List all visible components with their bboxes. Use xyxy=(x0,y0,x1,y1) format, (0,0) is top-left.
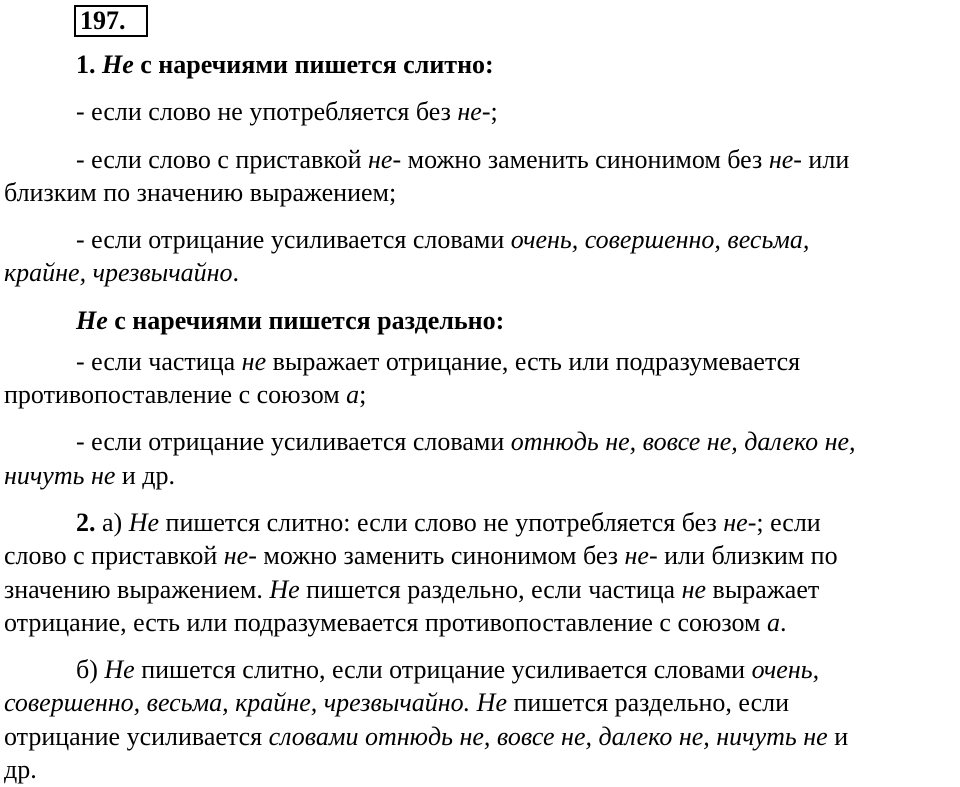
example-words: очень, xyxy=(751,655,820,684)
example-words: очень, совершенно, весьма, xyxy=(510,225,810,254)
answer-2a-line-3 xyxy=(4,575,819,605)
answer-text: - или близким по xyxy=(648,541,838,570)
rule-3-line-1 xyxy=(76,225,809,255)
answer-text: отрицание усиливается xyxy=(4,722,269,751)
answer-number: 2. xyxy=(76,508,96,537)
rule-2-line-2: близким по значению выражением; xyxy=(4,178,397,207)
particle-ne: Не xyxy=(104,655,135,684)
answer-2a-line-4 xyxy=(4,608,787,638)
heading-together xyxy=(76,50,494,80)
answer-text: пишется раздельно, если частица xyxy=(299,575,682,604)
particle-ne: не xyxy=(768,145,794,174)
heading-separate xyxy=(76,306,504,336)
example-words: ничуть не xyxy=(4,461,116,490)
rule-text: - если отрицание усиливается словами xyxy=(76,427,511,456)
heading-ne: Не xyxy=(102,50,134,79)
heading-text: с наречиями пишется раздельно: xyxy=(107,306,505,335)
heading-text: с наречиями пишется слитно: xyxy=(133,50,494,79)
particle-ne: Не xyxy=(128,508,160,537)
answer-text: отрицание, есть или подразумевается противопоставление с союзом xyxy=(4,608,767,637)
conjunction-a: а xyxy=(346,380,360,409)
rule-text: . xyxy=(232,258,240,287)
answer-text: слово с приставкой xyxy=(4,541,224,570)
rule-text: - если слово не употребляется без xyxy=(76,97,458,126)
rule-text: - или xyxy=(793,145,850,174)
answer-text: б) xyxy=(76,655,105,684)
answer-text: -; если xyxy=(747,508,821,537)
example-words: совершенно, весьма, крайне, чрезвычайно. Не xyxy=(4,688,507,717)
rule-5-line-2 xyxy=(4,461,175,491)
example-words: словами отнюдь не, вовсе не, далеко не, ничуть не xyxy=(268,722,828,751)
answer-text: выражает xyxy=(706,575,820,604)
rule-text: - можно заменить синонимом без xyxy=(392,145,769,174)
answer-text: и xyxy=(827,722,849,751)
heading-ne: Не xyxy=(76,306,108,335)
answer-text: значению выражением. xyxy=(4,575,270,604)
rule-text: ; xyxy=(359,380,367,409)
particle-ne: не xyxy=(241,347,267,376)
answer-text: пишется раздельно, если xyxy=(507,688,790,717)
rule-5-line-1 xyxy=(76,427,856,457)
answer-text: пишется слитно, если отрицание усиливается словами xyxy=(134,655,752,684)
rule-2-line-1 xyxy=(76,145,849,175)
task-number: 197. xyxy=(74,5,148,37)
rule-text: - если частица xyxy=(76,347,242,376)
particle-ne: не xyxy=(723,508,748,537)
answer-2b-line-4: др. xyxy=(4,755,37,784)
answer-2a-line-2 xyxy=(4,541,838,571)
rule-text: -; xyxy=(481,97,498,126)
rule-text: - если слово с приставкой xyxy=(76,145,369,174)
answer-text: пишется слитно: если слово не употребляется без xyxy=(159,508,724,537)
example-words: отнюдь не, вовсе не, далеко не, xyxy=(510,427,856,456)
rule-text: противопоставление с союзом xyxy=(4,380,347,409)
rule-text: и др. xyxy=(115,461,176,490)
answer-text: - можно заменить синонимом без xyxy=(248,541,625,570)
answer-text: а) xyxy=(95,508,129,537)
particle-ne: не xyxy=(624,541,649,570)
rule-3-line-2 xyxy=(4,258,239,288)
particle-ne: не xyxy=(457,97,482,126)
answer-text: . xyxy=(780,608,787,637)
answer-2b-line-1 xyxy=(76,655,819,685)
answer-2b-line-2 xyxy=(4,688,789,718)
particle-ne: не xyxy=(368,145,393,174)
conjunction-a: а xyxy=(767,608,780,637)
rule-text: - если отрицание усиливается словами xyxy=(76,225,511,254)
rule-1 xyxy=(76,97,498,127)
rule-text: выражает отрицание, есть или подразумевается xyxy=(266,347,801,376)
answer-2a-line-1 xyxy=(76,508,821,538)
heading-number: 1. xyxy=(76,50,102,79)
rule-4-line-2 xyxy=(4,380,366,410)
particle-ne: не xyxy=(681,575,707,604)
rule-4-line-1 xyxy=(76,347,800,377)
answer-2b-line-3 xyxy=(4,722,848,752)
particle-ne: не xyxy=(223,541,249,570)
example-words: крайне, чрезвычайно xyxy=(4,258,233,287)
particle-ne: Не xyxy=(269,575,300,604)
